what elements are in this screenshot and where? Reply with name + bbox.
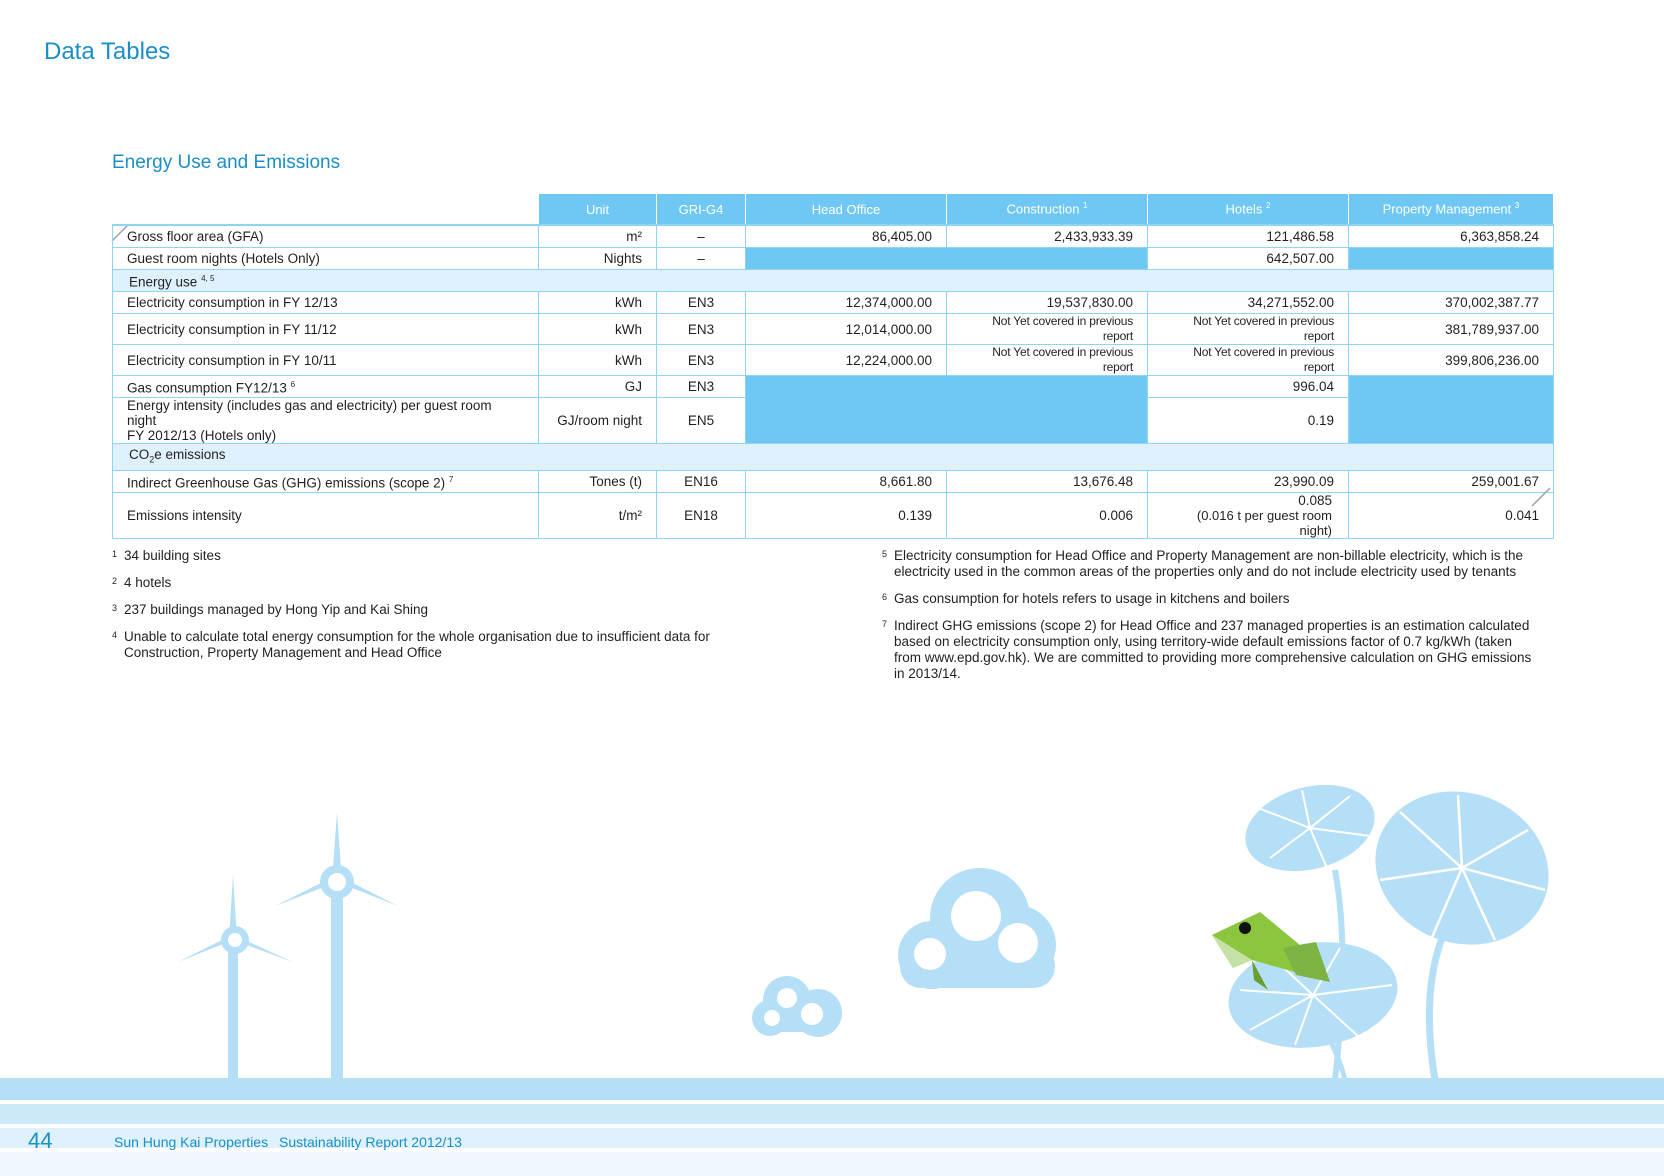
hotels-value: 0.19 xyxy=(1148,398,1349,444)
row-gri: EN3 xyxy=(657,376,746,398)
construction-value: 0.006 xyxy=(947,493,1148,539)
not-applicable-cell xyxy=(746,248,1148,270)
row-unit: kWh xyxy=(539,345,657,376)
section-row-energy xyxy=(113,270,1554,292)
construction-value: Not Yet covered in previous report xyxy=(947,314,1148,345)
row-label: Indirect Greenhouse Gas (GHG) emissions (scope 2) $^7$ xyxy=(113,471,539,493)
row-gri: EN16 xyxy=(657,471,746,493)
footer-report-title: Sustainability Report 2012/13 xyxy=(279,1134,462,1150)
header-unit: Unit xyxy=(539,194,657,226)
row-unit: t/m² xyxy=(539,493,657,539)
construction-value: 13,676.48 xyxy=(947,471,1148,493)
row-gri: EN3 xyxy=(657,345,746,376)
footnotes-left xyxy=(112,548,792,672)
table-row xyxy=(113,471,1554,493)
construction-value: Not Yet covered in previous report xyxy=(947,345,1148,376)
not-applicable-cell xyxy=(1349,248,1554,270)
row-label: Guest room nights (Hotels Only) xyxy=(113,248,539,270)
footnote: 7 Indirect GHG emissions (scope 2) for Head Office and 237 managed properties is an estimation calculated based on electricity consumption only, using territory-wide default emissions factor of 0.7 kg/kWh (taken from www.epd.gov.hk). We are committed to providing more comprehensive calculation on GHG emissions in 2013/14. xyxy=(882,618,1532,681)
property-management-value: 370,002,387.77 xyxy=(1349,292,1554,314)
hotels-value: Not Yet covered in previous report xyxy=(1148,345,1349,376)
head-office-value: 0.139 xyxy=(746,493,947,539)
cloud-icon xyxy=(898,868,1056,989)
hotels-value: 642,507.00 xyxy=(1148,248,1349,270)
construction-value: 19,537,830.00 xyxy=(947,292,1148,314)
energy-emissions-table xyxy=(112,193,1554,539)
table-row xyxy=(113,248,1554,270)
head-office-value: 12,224,000.00 xyxy=(746,345,947,376)
footnote: 2 4 hotels xyxy=(112,575,172,590)
page-number: 44 xyxy=(28,1128,53,1153)
footer-bands xyxy=(0,1078,1664,1176)
section-label: Energy use $^{4, 5}$ xyxy=(113,270,1554,292)
head-office-value: 12,374,000.00 xyxy=(746,292,947,314)
row-unit: m² xyxy=(539,225,657,248)
wind-turbine-icon xyxy=(275,812,398,1080)
footer-company: Sun Hung Kai Properties xyxy=(114,1134,269,1150)
section-row-co2 xyxy=(113,444,1554,471)
row-gri: – xyxy=(657,248,746,270)
header-property-management: Property Management $^3$ xyxy=(1349,194,1554,226)
row-label: Electricity consumption in FY 12/13 xyxy=(113,292,539,314)
table-row xyxy=(113,345,1554,376)
property-management-value: 259,001.67 xyxy=(1349,471,1554,493)
construction-value: 2,433,933.39 xyxy=(947,225,1148,248)
row-label: Gross floor area (GFA) xyxy=(113,225,539,248)
section-title: Energy Use and Emissions xyxy=(112,152,341,173)
row-unit: kWh xyxy=(539,292,657,314)
table-row xyxy=(113,292,1554,314)
wind-turbine-icon xyxy=(178,875,293,1080)
head-office-value: 8,661.80 xyxy=(746,471,947,493)
table-row xyxy=(113,376,1554,398)
table-row xyxy=(113,225,1554,248)
footnote: 3 237 buildings managed by Hong Yip and Kai Shing xyxy=(112,602,428,617)
row-label: Gas consumption FY12/13 $^6$ xyxy=(113,376,539,398)
row-unit: Tones (t) xyxy=(539,471,657,493)
head-office-value: 12,014,000.00 xyxy=(746,314,947,345)
hotels-value: 34,271,552.00 xyxy=(1148,292,1349,314)
hotels-value: 121,486.58 xyxy=(1148,225,1349,248)
header-corner xyxy=(113,194,539,226)
head-office-value: 86,405.00 xyxy=(746,225,947,248)
header-gri: GRI-G4 xyxy=(657,194,746,226)
hotels-value: 23,990.09 xyxy=(1148,471,1349,493)
section-label: $CO_2e$ emissions xyxy=(113,444,1554,471)
row-gri: EN18 xyxy=(657,493,746,539)
property-management-value: 6,363,858.24 xyxy=(1349,225,1554,248)
footnote: 4 Unable to calculate total energy consumption for the whole organisation due to insufficient data for Construction, Property Management and Head Office xyxy=(112,629,710,660)
row-gri: EN3 xyxy=(657,292,746,314)
property-management-value: 381,789,937.00 xyxy=(1349,314,1554,345)
decorative-illustration xyxy=(0,760,1664,1090)
row-unit: GJ/room night xyxy=(539,398,657,444)
table-header-row xyxy=(113,194,1554,226)
row-gri: – xyxy=(657,225,746,248)
row-label: Electricity consumption in FY 11/12 xyxy=(113,314,539,345)
row-label: Emissions intensity xyxy=(113,493,539,539)
hotels-value: Not Yet covered in previous report xyxy=(1148,314,1349,345)
footnotes-right xyxy=(882,548,1542,693)
table-row xyxy=(113,314,1554,345)
header-head-office: Head Office xyxy=(746,194,947,226)
header-hotels: Hotels $^2$ xyxy=(1148,194,1349,226)
row-gri: EN3 xyxy=(657,314,746,345)
row-unit: Nights xyxy=(539,248,657,270)
footnote: 5 Electricity consumption for Head Office and Property Management are non-billable electricity, which is the electricity used in the common areas of the properties only and do not include electricity used by tenants xyxy=(882,548,1524,579)
cloud-icon xyxy=(752,976,842,1037)
table-row xyxy=(113,493,1554,539)
corner-fold-icon xyxy=(1530,486,1552,508)
page-title: Data Tables xyxy=(44,38,171,65)
property-management-value: 399,806,236.00 xyxy=(1349,345,1554,376)
row-unit: kWh xyxy=(539,314,657,345)
not-applicable-cell xyxy=(1349,376,1554,444)
property-management-value: 0.041 xyxy=(1349,493,1554,539)
row-gri: EN5 xyxy=(657,398,746,444)
footnote: 6 Gas consumption for hotels refers to usage in kitchens and boilers xyxy=(882,591,1290,606)
hotels-value: 996.04 xyxy=(1148,376,1349,398)
footnote: 1 34 building sites xyxy=(112,548,221,563)
row-unit: GJ xyxy=(539,376,657,398)
hotels-value: 0.085 (0.016 t per guest room night) xyxy=(1148,493,1349,539)
row-label: Energy intensity (includes gas and electricity) per guest room night FY 2012/13 (Hotels only) xyxy=(113,398,539,444)
header-construction: Construction $^1$ xyxy=(947,194,1148,226)
row-label: Electricity consumption in FY 10/11 xyxy=(113,345,539,376)
not-applicable-cell xyxy=(746,376,1148,444)
